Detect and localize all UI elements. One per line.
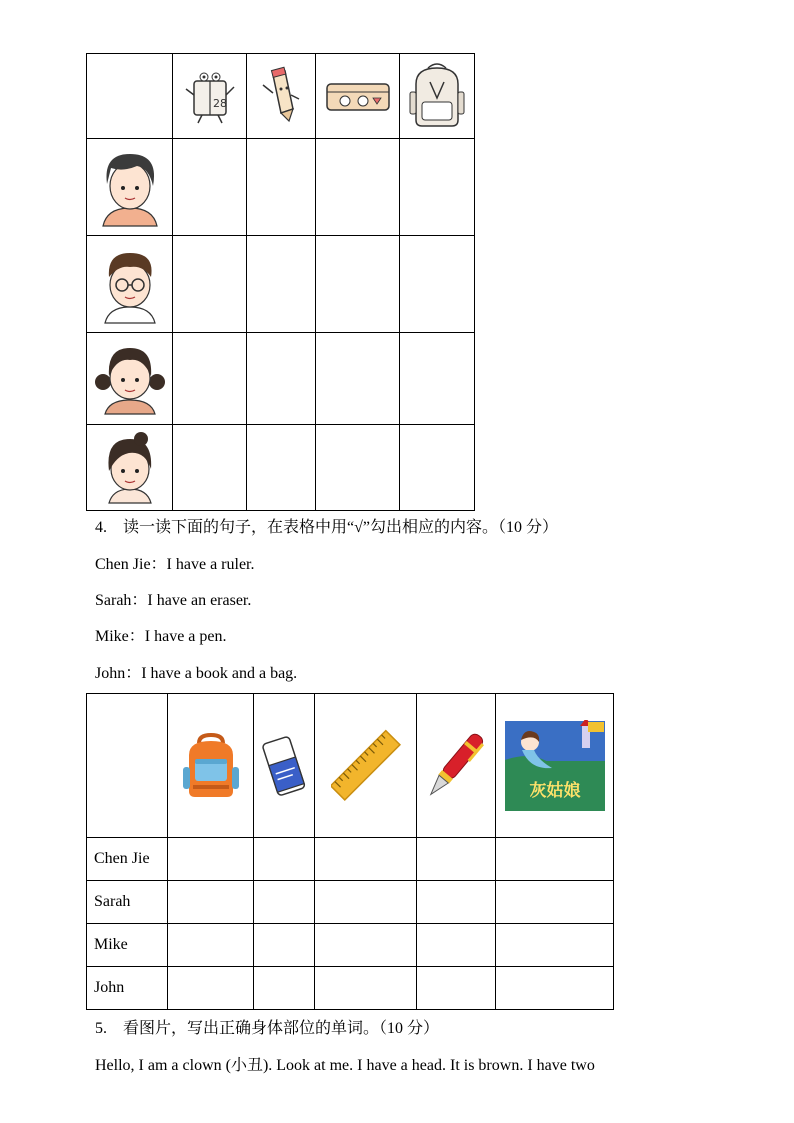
tick-cell[interactable] [417, 881, 496, 924]
svg-text:28: 28 [212, 97, 227, 110]
q4-number: 4. [95, 519, 107, 536]
tick-cell[interactable] [254, 967, 315, 1010]
q4-heading [95, 514, 558, 537]
q4-sentence-2: Sarah：I have an eraser. [95, 592, 252, 609]
pen-icon [421, 730, 491, 802]
q5-heading [95, 1015, 439, 1038]
tick-cell[interactable] [496, 924, 614, 967]
tick-cell[interactable] [315, 881, 417, 924]
table1-person-2 [87, 236, 173, 333]
table2-header-ruler [315, 694, 417, 838]
tick-cell[interactable] [417, 838, 496, 881]
tick-cell[interactable] [496, 881, 614, 924]
tick-cell[interactable] [254, 838, 315, 881]
tick-cell[interactable] [168, 924, 254, 967]
boy-face-icon [97, 146, 163, 228]
tick-cell[interactable] [254, 924, 315, 967]
tick-cell[interactable] [315, 924, 417, 967]
tick-cell[interactable] [417, 967, 496, 1010]
q4-sentence-1: Chen Jie：I have a ruler. [95, 556, 255, 573]
q4-sentence-4: John：I have a book and a bag. [95, 665, 298, 682]
bag-icon [181, 733, 241, 799]
ruler-icon [331, 725, 401, 807]
table2-header-pen [417, 694, 496, 838]
girl-pigtails-face-icon [95, 342, 165, 416]
table2-row-name-2: Sarah [87, 881, 168, 924]
boy-glasses-face-icon [97, 243, 163, 325]
tick-cell[interactable] [168, 881, 254, 924]
q5-text: Hello, I am a clown (小丑). Look at me. I have a head. It is brown. I have two [95, 1057, 595, 1074]
pencil-character-icon [259, 65, 303, 127]
book-character-icon [182, 65, 238, 127]
table1-header-pencil [247, 54, 316, 139]
q4-instruction: 读一读下面的句子，在表格中用“√”勾出相应的内容。（10 分） [123, 519, 558, 536]
schoolbag-character-icon [406, 62, 468, 130]
table2-row-name-3: Mike [87, 924, 168, 967]
table1-header-book [173, 54, 247, 139]
table2-header-book [496, 694, 614, 838]
table1-person-1 [87, 139, 173, 236]
tick-cell[interactable] [417, 924, 496, 967]
table2-header-bag [168, 694, 254, 838]
tick-cell[interactable] [168, 967, 254, 1010]
q5-instruction: 看图片，写出正确身体部位的单词。（10 分） [123, 1020, 440, 1037]
table1-person-4 [87, 425, 173, 511]
book-cover-title: 灰姑娘 [529, 780, 580, 801]
table2-header-eraser [254, 694, 315, 838]
eraser-icon [260, 733, 308, 799]
tick-cell[interactable] [496, 967, 614, 1010]
table2-corner-cell [87, 694, 168, 838]
girl-ponytail-face-icon [99, 431, 161, 505]
table1-corner-cell [87, 54, 173, 139]
matching-table-1 [86, 53, 475, 511]
tick-cell[interactable] [315, 838, 417, 881]
pencil-box-icon [323, 76, 393, 116]
q5-number: 5. [95, 1020, 107, 1037]
tick-cell[interactable] [254, 881, 315, 924]
table1-header-pencil-box [316, 54, 400, 139]
book-cover-icon [504, 720, 606, 812]
tick-table [86, 693, 614, 1010]
table2-row-name-1: Chen Jie [87, 838, 168, 881]
tick-cell[interactable] [496, 838, 614, 881]
table1-person-3 [87, 333, 173, 425]
q4-sentence-3: Mike：I have a pen. [95, 628, 227, 645]
tick-cell[interactable] [315, 967, 417, 1010]
tick-cell[interactable] [168, 838, 254, 881]
table1-header-schoolbag [400, 54, 475, 139]
table2-row-name-4: John [87, 967, 168, 1010]
